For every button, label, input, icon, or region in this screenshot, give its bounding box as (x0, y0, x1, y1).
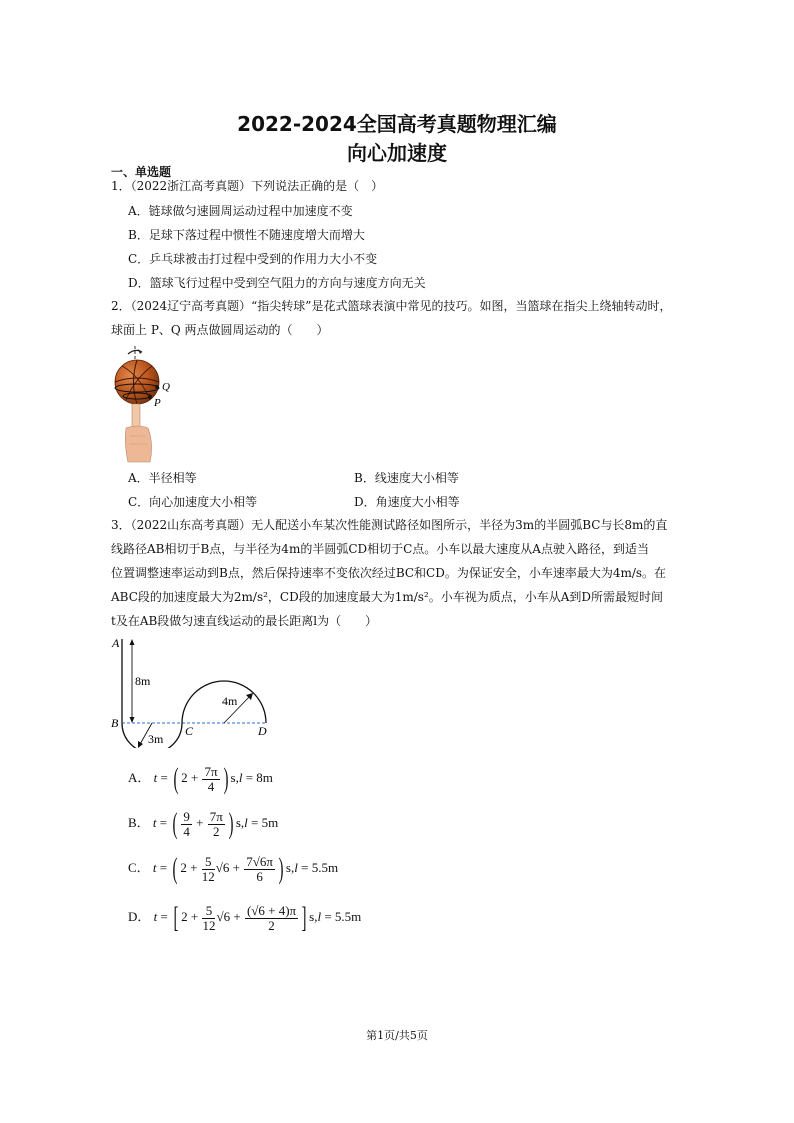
option-letter: B． (128, 814, 150, 830)
formula-l-value: = 5.5m (324, 908, 362, 924)
formula-root: √6 (215, 859, 230, 875)
question-2-stem-line-2: 球面上 P、Q 两点做圆周运动的（ ） (111, 323, 329, 337)
length-label: 8m (135, 674, 151, 688)
formula-var-l: l (317, 908, 322, 924)
question-3-option-b: B． t = ( $\frac{9}{4}$ + $\frac{7\pi}{2}$ ) s,l = 5m (128, 807, 279, 840)
document-title: 2022-2024全国高考真题物理汇编 (237, 112, 557, 136)
formula-var-t: t (152, 814, 157, 830)
question-1-option-d: D．篮球飞行过程中受到空气阻力的方向与速度方向无关 (128, 276, 426, 290)
option-letter: C． (128, 859, 150, 875)
formula-var-l: l (294, 859, 298, 875)
point-b-label: B (111, 716, 119, 730)
formula-unit: s, (309, 908, 318, 924)
point-q-label: Q (162, 381, 170, 393)
question-3-option-c: C． t = ( 2 + $\frac{5}{12}$ √6 + $\frac{7√6\pi}{6}$ ) s,l = 5.5m (128, 852, 339, 885)
formula-equals: = (159, 859, 168, 875)
question-2-option-a: A．半径相等 (128, 471, 197, 485)
point-c-label: C (185, 724, 194, 738)
formula-plus: + (232, 859, 240, 875)
formula-l-value: = 8m (245, 769, 273, 785)
path-diagram (108, 633, 283, 748)
formula-var-l: l (244, 814, 248, 830)
question-2-option-c: C．向心加速度大小相等 (128, 495, 258, 509)
formula-fraction: $\frac{9}{4}$ (183, 808, 190, 839)
radius-3m-label: 3m (148, 732, 164, 746)
question-2-stem-line-1: 2．（2024辽宁高考真题）“指尖转球”是花式篮球表演中常见的技巧。如图，当篮球在指尖上绕轴转动时， (111, 299, 672, 313)
option-letter: A． (128, 769, 151, 785)
formula-plus: + (190, 859, 198, 875)
formula-root: √6 (216, 908, 231, 924)
point-d-label: D (258, 724, 267, 738)
formula-fraction: $\frac{(√6 + 4)\pi}{2}$ (246, 902, 297, 933)
formula-var-l: l (238, 769, 243, 785)
formula-var-t: t (153, 769, 158, 785)
formula-plus: + (233, 908, 241, 924)
formula-equals: = (159, 814, 168, 830)
question-3-option-a: A． t = ( 2 + $\frac{7\pi}{4}$ ) s,l = 8m (128, 762, 273, 795)
formula-plus: + (190, 769, 199, 785)
question-3-stem-line-4: ABC段的加速度最大为2m/s²，CD段的加速度最大为1m/s²。小车视为质点，小车从A到D所需最短时间 (111, 590, 664, 604)
formula-fraction: $\frac{7√6\pi}{6}$ (246, 853, 273, 884)
question-3-stem-line-3: 位置调整速率运动到B点，然后保持速率不变依次经过BC和CD。为保证安全，小车速率最大为4m/s。在 (111, 566, 667, 580)
formula-var-t: t (153, 908, 158, 924)
formula-term: 2 (181, 769, 188, 785)
formula-plus: + (190, 908, 199, 924)
formula-unit: s, (230, 769, 239, 785)
point-a-label: A (112, 636, 120, 650)
formula-l-value: = 5.5m (301, 859, 339, 875)
formula-term: 2 (181, 908, 188, 924)
question-1-option-a: A．链球做匀速圆周运动过程中加速度不变 (128, 204, 353, 218)
document-subtitle: 向心加速度 (347, 141, 447, 165)
formula-l-value: = 5m (251, 814, 279, 830)
formula-unit: s, (285, 859, 295, 875)
formula-var-t: t (152, 859, 157, 875)
question-2-option-b: B．线速度大小相等 (354, 471, 459, 485)
formula-equals: = (160, 908, 168, 924)
question-2-option-d: D．角速度大小相等 (354, 495, 460, 509)
question-3-stem-line-5: t及在AB段做匀速直线运动的最长距离l为（ ） (111, 614, 378, 628)
formula-fraction: $\frac{5}{12}$ (202, 902, 216, 933)
radius-4m-label: 4m (222, 694, 238, 708)
section-heading: 一、单选题 (111, 165, 172, 179)
question-3-option-d: D． t = [ 2 + $\frac{5}{12}$ √6 + $\frac{(√6 + 4)\pi}{2}$ ] s,l = 5.5m (128, 901, 362, 934)
question-3-stem-line-1: 3．（2022山东高考真题）无人配送小车某次性能测试路径如图所示，半径为3m的半圆弧BC与长8m的直 (111, 518, 668, 532)
formula-equals: = (160, 769, 168, 785)
question-1-option-c: C．乒乓球被击打过程中受到的作用力大小不变 (128, 252, 378, 266)
formula-term: 2 (180, 859, 187, 875)
question-3-stem-line-2: 线路径AB相切于B点，与半径为4m的半圆弧CD相切于C点。小车以最大速度从A点驶入路径，到适当 (111, 542, 649, 556)
formula-plus: + (196, 814, 204, 830)
question-1-option-b: B．足球下落过程中惯性不随速度增大而增大 (128, 228, 365, 242)
point-p-label: P (154, 397, 161, 409)
option-letter: D． (128, 908, 151, 924)
page-footer: 第1页/共5页 (366, 1029, 428, 1042)
formula-fraction: $\frac{7\pi}{2}$ (209, 808, 223, 839)
formula-fraction: $\frac{5}{12}$ (201, 853, 215, 884)
question-1-stem: 1．（2022浙江高考真题）下列说法正确的是（ ） (111, 179, 384, 193)
formula-unit: s, (235, 814, 245, 830)
formula-fraction: $\frac{7\pi}{4}$ (204, 763, 218, 794)
basketball-figure (110, 344, 185, 464)
